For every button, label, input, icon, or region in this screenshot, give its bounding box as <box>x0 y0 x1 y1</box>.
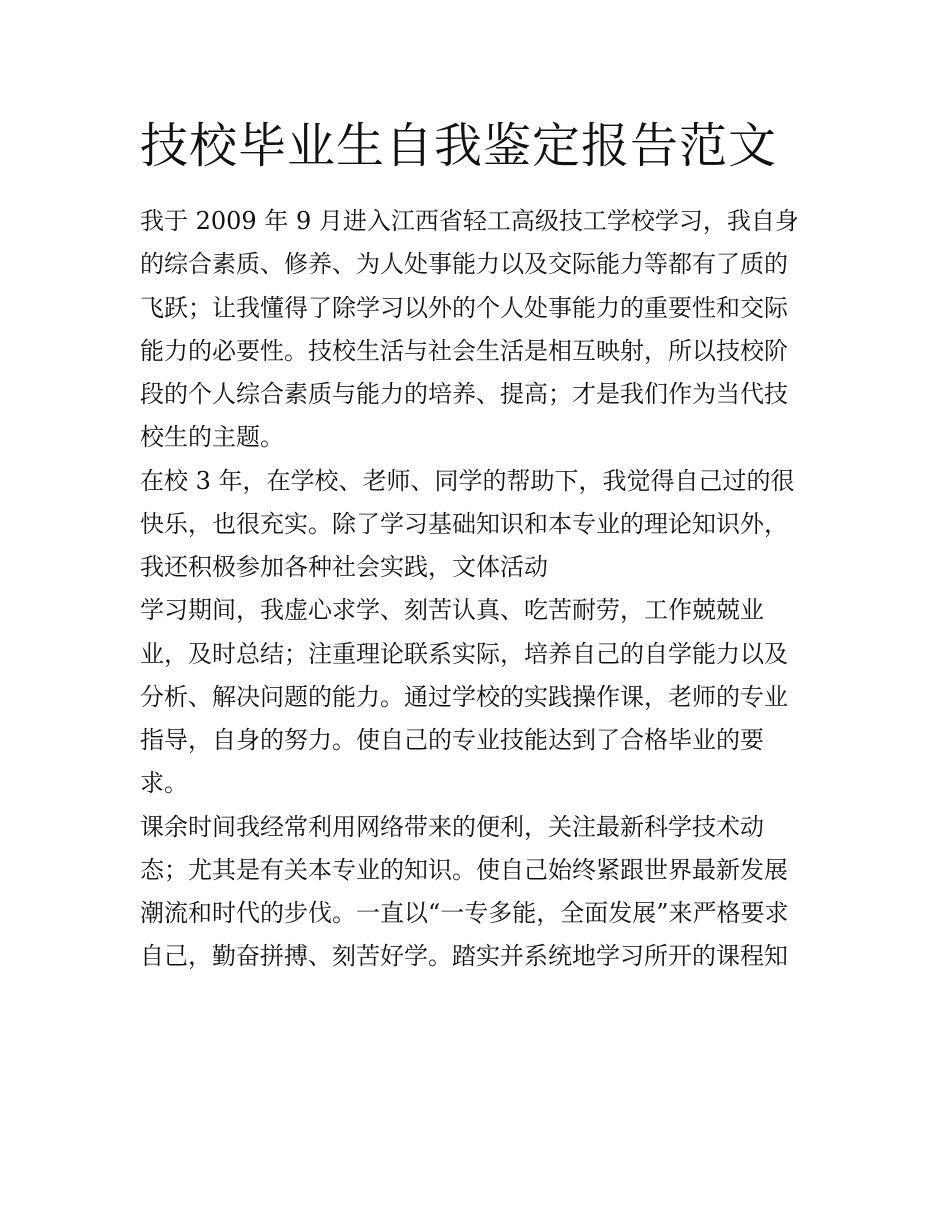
body-line: 自己，勤奋拼搏、刻苦好学。踏实并系统地学习所开的课程知 <box>140 942 788 971</box>
document-body <box>140 200 820 979</box>
body-line: 在校 3 年，在学校、老师、同学的帮助下，我觉得自己过的很 <box>140 466 795 495</box>
body-line: 段的个人综合素质与能力的培养、提高；才是我们作为当代技 <box>140 380 788 408</box>
body-line: 快乐，也很充实。除了学习基础知识和本专业的理论知识外， <box>140 509 788 538</box>
body-line: 课余时间我经常利用网络带来的便利，关注最新科学技术动 <box>140 812 764 841</box>
body-line: 的综合素质、修养、为人处事能力以及交际能力等都有了质的 <box>140 250 788 279</box>
body-line: 我还积极参加各种社会实践，文体活动 <box>140 553 548 581</box>
body-line: 飞跃；让我懂得了除学习以外的个人处事能力的重要性和交际 <box>140 293 788 322</box>
body-line: 我于 2009 年 9 月进入江西省轻工高级技工学校学习，我自身 <box>140 207 799 235</box>
body-line: 校生的主题。 <box>140 423 284 452</box>
body-line: 潮流和时代的步伐。一直以“一专多能，全面发展”来严格要求 <box>140 899 789 927</box>
body-line: 指导，自身的努力。使自己的专业技能达到了合格毕业的要 <box>140 726 764 754</box>
body-line: 态；尤其是有关本专业的知识。使自己始终紧跟世界最新发展 <box>140 855 788 884</box>
body-line: 求。 <box>140 769 188 798</box>
body-line: 分析、解决问题的能力。通过学校的实践操作课，老师的专业 <box>140 682 788 711</box>
body-line: 能力的必要性。技校生活与社会生活是相互映射，所以技校阶 <box>140 336 788 365</box>
document-title: 技校毕业生自我鉴定报告范文 <box>140 118 778 174</box>
body-line: 学习期间，我虚心求学、刻苦认真、吃苦耐劳，工作兢兢业 <box>140 596 764 625</box>
body-line: 业，及时总结；注重理论联系实际，培养自己的自学能力以及 <box>140 639 788 668</box>
